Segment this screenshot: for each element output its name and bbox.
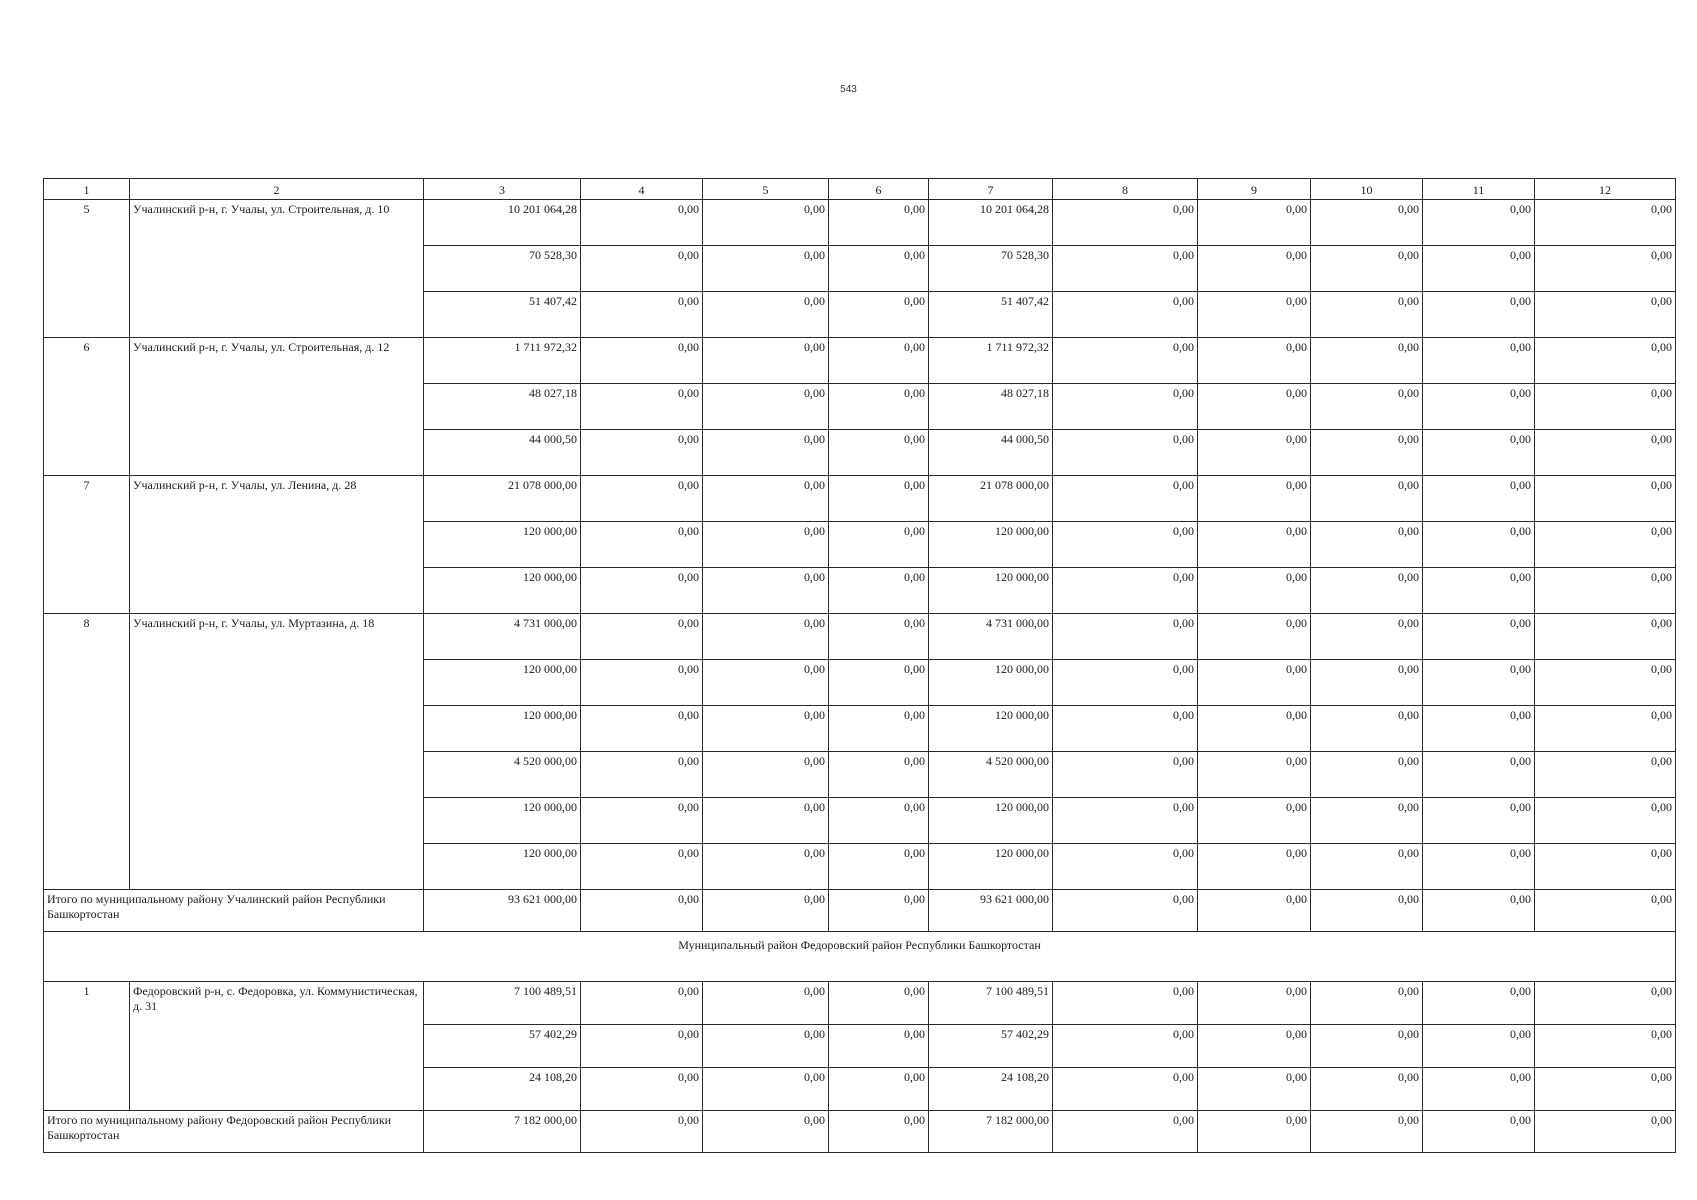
- value-cell: 10 201 064,28: [929, 200, 1053, 246]
- value-cell: 0,00: [1535, 338, 1676, 384]
- value-cell: 0,00: [703, 200, 829, 246]
- value-cell: 21 078 000,00: [929, 476, 1053, 522]
- column-number: 6: [829, 179, 929, 200]
- value-cell: 0,00: [1423, 338, 1535, 384]
- column-number: 1: [44, 179, 130, 200]
- value-cell: 0,00: [1423, 614, 1535, 660]
- value-cell: 24 108,20: [929, 1068, 1053, 1111]
- value-cell: 0,00: [1053, 844, 1198, 890]
- value-cell: 0,00: [581, 430, 703, 476]
- total-value-cell: 7 182 000,00: [424, 1111, 581, 1153]
- value-cell: 48 027,18: [424, 384, 581, 430]
- value-cell: 0,00: [1311, 752, 1423, 798]
- row-index: 6: [44, 338, 130, 476]
- value-cell: 0,00: [829, 246, 929, 292]
- value-cell: 0,00: [1423, 1025, 1535, 1068]
- value-cell: 0,00: [829, 384, 929, 430]
- value-cell: 120 000,00: [424, 844, 581, 890]
- total-value-cell: 0,00: [1311, 1111, 1423, 1153]
- column-number: 8: [1053, 179, 1198, 200]
- value-cell: 0,00: [581, 200, 703, 246]
- value-cell: 0,00: [1198, 338, 1311, 384]
- value-cell: 0,00: [1053, 660, 1198, 706]
- value-cell: 0,00: [1053, 1025, 1198, 1068]
- value-cell: 0,00: [1053, 1068, 1198, 1111]
- table-row: [44, 338, 1676, 384]
- value-cell: 120 000,00: [424, 568, 581, 614]
- value-cell: 0,00: [581, 1068, 703, 1111]
- value-cell: 0,00: [1423, 706, 1535, 752]
- section-title: Муниципальный район Федоровский район Республики Башкортостан: [44, 932, 1676, 982]
- value-cell: 0,00: [1423, 568, 1535, 614]
- total-value-cell: 0,00: [1423, 1111, 1535, 1153]
- value-cell: 0,00: [1198, 614, 1311, 660]
- total-value-cell: 93 621 000,00: [424, 890, 581, 932]
- column-number: 10: [1311, 179, 1423, 200]
- value-cell: 0,00: [1053, 522, 1198, 568]
- total-value-cell: 7 182 000,00: [929, 1111, 1053, 1153]
- value-cell: 0,00: [1198, 1025, 1311, 1068]
- value-cell: 24 108,20: [424, 1068, 581, 1111]
- column-number: 7: [929, 179, 1053, 200]
- value-cell: 0,00: [581, 844, 703, 890]
- total-label: Итого по муниципальному району Учалинский район Республики Башкортостан: [44, 890, 424, 932]
- value-cell: 0,00: [829, 1025, 929, 1068]
- row-index: 1: [44, 982, 130, 1111]
- value-cell: 0,00: [703, 292, 829, 338]
- value-cell: 0,00: [1535, 476, 1676, 522]
- value-cell: 0,00: [829, 844, 929, 890]
- value-cell: 0,00: [703, 476, 829, 522]
- value-cell: 0,00: [1311, 844, 1423, 890]
- total-value-cell: 0,00: [703, 1111, 829, 1153]
- total-label: Итого по муниципальному району Федоровский район Республики Башкортостан: [44, 1111, 424, 1153]
- value-cell: 0,00: [581, 798, 703, 844]
- value-cell: 0,00: [1423, 982, 1535, 1025]
- value-cell: 0,00: [703, 522, 829, 568]
- value-cell: 0,00: [1053, 246, 1198, 292]
- value-cell: 0,00: [829, 798, 929, 844]
- value-cell: 0,00: [1423, 1068, 1535, 1111]
- value-cell: 0,00: [1311, 1025, 1423, 1068]
- value-cell: 0,00: [829, 476, 929, 522]
- value-cell: 0,00: [1311, 200, 1423, 246]
- value-cell: 0,00: [703, 1068, 829, 1111]
- total-value-cell: 0,00: [581, 890, 703, 932]
- value-cell: 0,00: [1198, 1068, 1311, 1111]
- value-cell: 120 000,00: [424, 660, 581, 706]
- value-cell: 0,00: [1423, 384, 1535, 430]
- value-cell: 0,00: [1311, 614, 1423, 660]
- value-cell: 0,00: [1535, 522, 1676, 568]
- value-cell: 0,00: [1311, 292, 1423, 338]
- value-cell: 0,00: [1311, 660, 1423, 706]
- value-cell: 0,00: [829, 338, 929, 384]
- value-cell: 0,00: [1423, 292, 1535, 338]
- value-cell: 0,00: [1198, 522, 1311, 568]
- value-cell: 0,00: [1535, 844, 1676, 890]
- value-cell: 0,00: [1053, 200, 1198, 246]
- value-cell: 120 000,00: [424, 522, 581, 568]
- table-row: [44, 476, 1676, 522]
- value-cell: 0,00: [1423, 522, 1535, 568]
- value-cell: 0,00: [1535, 200, 1676, 246]
- value-cell: 0,00: [1053, 384, 1198, 430]
- total-value-cell: 0,00: [1311, 890, 1423, 932]
- total-value-cell: 0,00: [703, 890, 829, 932]
- value-cell: 0,00: [581, 522, 703, 568]
- value-cell: 48 027,18: [929, 384, 1053, 430]
- total-value-cell: 0,00: [1198, 890, 1311, 932]
- value-cell: 0,00: [581, 706, 703, 752]
- value-cell: 0,00: [829, 200, 929, 246]
- value-cell: 0,00: [1535, 982, 1676, 1025]
- value-cell: 0,00: [1053, 982, 1198, 1025]
- row-index: 5: [44, 200, 130, 338]
- value-cell: 0,00: [1535, 660, 1676, 706]
- value-cell: 0,00: [703, 430, 829, 476]
- value-cell: 0,00: [703, 706, 829, 752]
- value-cell: 0,00: [581, 476, 703, 522]
- value-cell: 0,00: [1198, 706, 1311, 752]
- value-cell: 0,00: [829, 660, 929, 706]
- value-cell: 0,00: [829, 614, 929, 660]
- value-cell: 0,00: [829, 430, 929, 476]
- value-cell: 0,00: [1535, 568, 1676, 614]
- value-cell: 7 100 489,51: [424, 982, 581, 1025]
- value-cell: 0,00: [1198, 982, 1311, 1025]
- row-address: Федоровский р-н, с. Федоровка, ул. Коммунистическая, д. 31: [130, 982, 424, 1111]
- column-number: 5: [703, 179, 829, 200]
- value-cell: 0,00: [1423, 476, 1535, 522]
- value-cell: 0,00: [1535, 430, 1676, 476]
- total-value-cell: 0,00: [581, 1111, 703, 1153]
- value-cell: 0,00: [1053, 292, 1198, 338]
- value-cell: 0,00: [1053, 798, 1198, 844]
- value-cell: 0,00: [1053, 568, 1198, 614]
- value-cell: 4 520 000,00: [929, 752, 1053, 798]
- value-cell: 0,00: [581, 660, 703, 706]
- value-cell: 0,00: [829, 568, 929, 614]
- value-cell: 0,00: [1311, 706, 1423, 752]
- page-number: 543: [840, 84, 857, 95]
- value-cell: 10 201 064,28: [424, 200, 581, 246]
- value-cell: 1 711 972,32: [424, 338, 581, 384]
- value-cell: 0,00: [703, 614, 829, 660]
- value-cell: 120 000,00: [929, 798, 1053, 844]
- value-cell: 0,00: [829, 292, 929, 338]
- value-cell: 51 407,42: [424, 292, 581, 338]
- value-cell: 0,00: [1311, 798, 1423, 844]
- value-cell: 44 000,50: [929, 430, 1053, 476]
- value-cell: 0,00: [703, 982, 829, 1025]
- total-value-cell: 0,00: [829, 890, 929, 932]
- section-header-row: [44, 932, 1676, 982]
- value-cell: 0,00: [703, 246, 829, 292]
- total-value-cell: 0,00: [1423, 890, 1535, 932]
- value-cell: 0,00: [1198, 798, 1311, 844]
- column-number: 11: [1423, 179, 1535, 200]
- value-cell: 4 520 000,00: [424, 752, 581, 798]
- value-cell: 120 000,00: [929, 844, 1053, 890]
- value-cell: 0,00: [1535, 1025, 1676, 1068]
- table-body: [44, 179, 1676, 1153]
- value-cell: 0,00: [581, 1025, 703, 1068]
- value-cell: 0,00: [1198, 246, 1311, 292]
- total-value-cell: 0,00: [829, 1111, 929, 1153]
- value-cell: 44 000,50: [424, 430, 581, 476]
- table-row: [44, 614, 1676, 660]
- value-cell: 0,00: [1198, 200, 1311, 246]
- value-cell: 0,00: [1053, 430, 1198, 476]
- value-cell: 0,00: [829, 752, 929, 798]
- value-cell: 0,00: [829, 1068, 929, 1111]
- value-cell: 0,00: [703, 660, 829, 706]
- value-cell: 51 407,42: [929, 292, 1053, 338]
- value-cell: 0,00: [703, 798, 829, 844]
- total-value-cell: 0,00: [1535, 1111, 1676, 1153]
- budget-table: [43, 178, 1676, 1153]
- value-cell: 0,00: [1423, 660, 1535, 706]
- value-cell: 4 731 000,00: [929, 614, 1053, 660]
- value-cell: 0,00: [829, 522, 929, 568]
- value-cell: 120 000,00: [929, 660, 1053, 706]
- column-number: 9: [1198, 179, 1311, 200]
- value-cell: 0,00: [581, 614, 703, 660]
- value-cell: 0,00: [1423, 246, 1535, 292]
- value-cell: 0,00: [1311, 568, 1423, 614]
- row-address: Учалинский р-н, г. Учалы, ул. Строительная, д. 10: [130, 200, 424, 338]
- row-address: Учалинский р-н, г. Учалы, ул. Муртазина, д. 18: [130, 614, 424, 890]
- total-value-cell: 93 621 000,00: [929, 890, 1053, 932]
- value-cell: 0,00: [1311, 430, 1423, 476]
- value-cell: 0,00: [1311, 982, 1423, 1025]
- value-cell: 0,00: [581, 568, 703, 614]
- value-cell: 21 078 000,00: [424, 476, 581, 522]
- value-cell: 0,00: [1198, 292, 1311, 338]
- value-cell: 0,00: [1535, 246, 1676, 292]
- column-number: 12: [1535, 179, 1676, 200]
- value-cell: 0,00: [1423, 798, 1535, 844]
- value-cell: 0,00: [581, 982, 703, 1025]
- total-row: [44, 890, 1676, 932]
- table-row: [44, 982, 1676, 1025]
- value-cell: 0,00: [1198, 568, 1311, 614]
- value-cell: 0,00: [1053, 614, 1198, 660]
- value-cell: 0,00: [829, 982, 929, 1025]
- value-cell: 0,00: [1053, 338, 1198, 384]
- value-cell: 4 731 000,00: [424, 614, 581, 660]
- column-number: 2: [130, 179, 424, 200]
- value-cell: 120 000,00: [929, 568, 1053, 614]
- total-value-cell: 0,00: [1053, 890, 1198, 932]
- value-cell: 0,00: [703, 752, 829, 798]
- value-cell: 0,00: [1198, 476, 1311, 522]
- value-cell: 57 402,29: [929, 1025, 1053, 1068]
- total-value-cell: 0,00: [1535, 890, 1676, 932]
- value-cell: 120 000,00: [424, 706, 581, 752]
- total-value-cell: 0,00: [1198, 1111, 1311, 1153]
- value-cell: 0,00: [703, 568, 829, 614]
- column-number: 3: [424, 179, 581, 200]
- value-cell: 7 100 489,51: [929, 982, 1053, 1025]
- value-cell: 0,00: [1198, 384, 1311, 430]
- value-cell: 0,00: [581, 338, 703, 384]
- value-cell: 0,00: [1535, 706, 1676, 752]
- value-cell: 0,00: [703, 1025, 829, 1068]
- total-row: [44, 1111, 1676, 1153]
- value-cell: 0,00: [1198, 660, 1311, 706]
- value-cell: 0,00: [1311, 338, 1423, 384]
- value-cell: 0,00: [1198, 752, 1311, 798]
- value-cell: 0,00: [1311, 1068, 1423, 1111]
- value-cell: 0,00: [703, 844, 829, 890]
- value-cell: 0,00: [1423, 752, 1535, 798]
- table-row: [44, 200, 1676, 246]
- value-cell: 70 528,30: [929, 246, 1053, 292]
- value-cell: 0,00: [1535, 752, 1676, 798]
- value-cell: 0,00: [1535, 384, 1676, 430]
- column-number: 4: [581, 179, 703, 200]
- value-cell: 0,00: [1535, 798, 1676, 844]
- row-address: Учалинский р-н, г. Учалы, ул. Строительная, д. 12: [130, 338, 424, 476]
- value-cell: 120 000,00: [929, 522, 1053, 568]
- value-cell: 0,00: [1053, 476, 1198, 522]
- value-cell: 0,00: [1423, 844, 1535, 890]
- value-cell: 0,00: [1198, 430, 1311, 476]
- value-cell: 0,00: [703, 338, 829, 384]
- value-cell: 0,00: [1311, 384, 1423, 430]
- value-cell: 0,00: [1535, 1068, 1676, 1111]
- value-cell: 0,00: [1311, 246, 1423, 292]
- value-cell: 0,00: [1311, 476, 1423, 522]
- row-index: 8: [44, 614, 130, 890]
- value-cell: 0,00: [581, 292, 703, 338]
- value-cell: 1 711 972,32: [929, 338, 1053, 384]
- value-cell: 0,00: [1535, 292, 1676, 338]
- value-cell: 0,00: [1423, 430, 1535, 476]
- total-value-cell: 0,00: [1053, 1111, 1198, 1153]
- value-cell: 0,00: [581, 246, 703, 292]
- value-cell: 0,00: [1053, 752, 1198, 798]
- value-cell: 0,00: [829, 706, 929, 752]
- value-cell: 0,00: [581, 384, 703, 430]
- value-cell: 0,00: [1053, 706, 1198, 752]
- column-number-row: [44, 179, 1676, 200]
- value-cell: 120 000,00: [424, 798, 581, 844]
- row-address: Учалинский р-н, г. Учалы, ул. Ленина, д. 28: [130, 476, 424, 614]
- value-cell: 0,00: [1535, 614, 1676, 660]
- value-cell: 70 528,30: [424, 246, 581, 292]
- value-cell: 0,00: [581, 752, 703, 798]
- value-cell: 120 000,00: [929, 706, 1053, 752]
- value-cell: 0,00: [703, 384, 829, 430]
- value-cell: 0,00: [1198, 844, 1311, 890]
- value-cell: 57 402,29: [424, 1025, 581, 1068]
- row-index: 7: [44, 476, 130, 614]
- value-cell: 0,00: [1423, 200, 1535, 246]
- value-cell: 0,00: [1311, 522, 1423, 568]
